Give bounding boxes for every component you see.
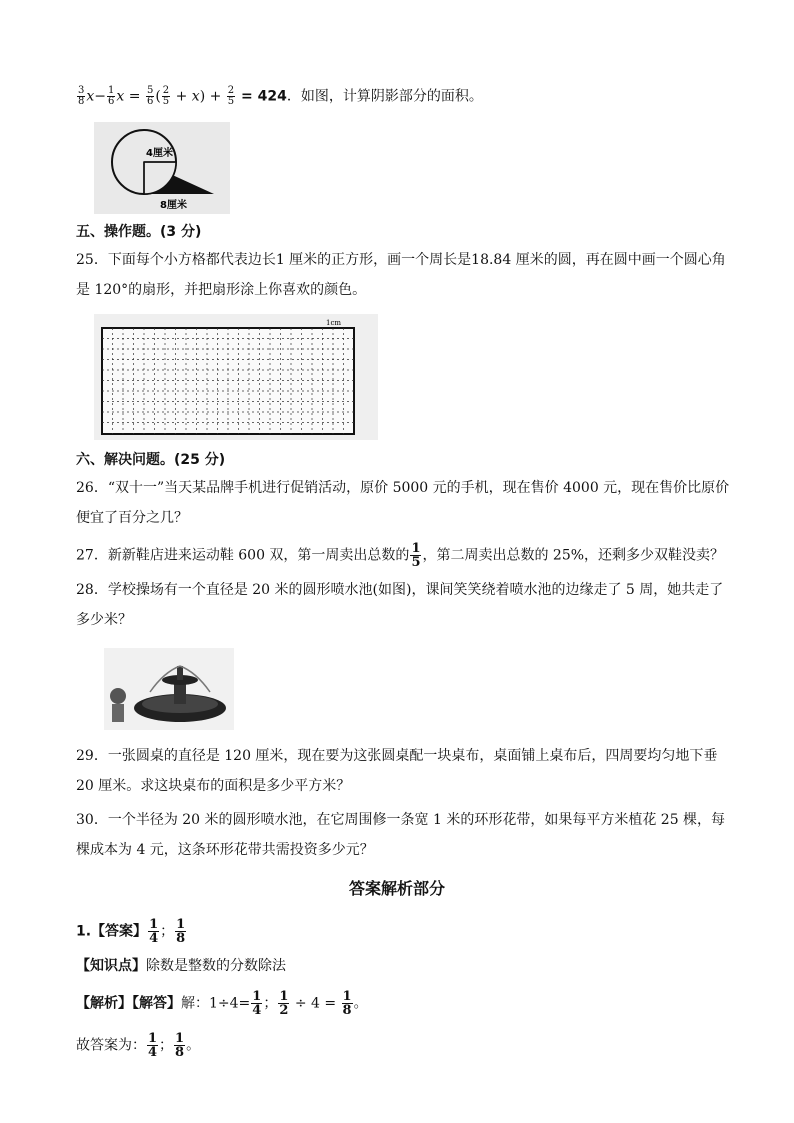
fraction: $\frac{2}{5}$	[227, 85, 235, 107]
section6-heading: 六、解决问题。(25 分)	[76, 452, 226, 468]
fountain-figure	[104, 648, 234, 730]
q30-line2: 棵成本为 4 元，这条环形花带共需投资多少元？	[76, 842, 374, 858]
fraction: $\frac{1}{4}$	[148, 1031, 158, 1060]
fraction-one-fifth: $\frac{1}{5}$	[411, 541, 421, 570]
q29-line1: 29．一张圆桌的直径是 120 厘米，现在要为这张圆桌配一块桌布，桌面铺上桌布后，四周要均匀地下垂	[76, 748, 718, 764]
answers-title: 答案解析部分	[348, 879, 445, 898]
kp-text: 除数是整数的分数除法	[146, 958, 286, 974]
final-answer-line: 故答案为： $\frac{1}{4}$ ； $\frac{1}{8}$ 。	[76, 1031, 201, 1060]
section5-heading: 五、操作题。(3 分)	[76, 224, 202, 240]
fraction: $\frac{5}{6}$	[146, 85, 154, 107]
kp-label: 【知识点】	[76, 958, 146, 974]
answer1-line: 1.【答案】 $\frac{1}{4}$ ； $\frac{1}{8}$	[76, 917, 186, 946]
q28-line2: 多少米？	[76, 612, 132, 628]
answer1-prefix: 1.【答案】	[76, 923, 148, 940]
q27-text-a: 27．新新鞋店进来运动鞋 600 双，第一周卖出总数的	[76, 547, 410, 564]
final-label: 故答案为：	[76, 1037, 146, 1054]
fraction: $\frac{1}{4}$	[252, 989, 262, 1018]
q24-equation-tail: = 424	[236, 88, 287, 105]
fraction: $\frac{2}{5}$	[162, 85, 170, 107]
q25-line2: 是 120°的扇形，并把扇形涂上你喜欢的颜色。	[76, 282, 367, 298]
fraction: $\frac{1}{6}$	[108, 85, 115, 107]
q24-line: $\frac{3}{8}$ x− $\frac{1}{6}$ x = $\frac{5}{6}$ ( $\frac{2}{5}$ + x) + $\frac{2}{5}$ = 424．如图，计算阴影部分的面积。	[78, 85, 483, 107]
shaded-area-figure	[94, 122, 230, 214]
fraction: $\frac{3}{8}$	[78, 85, 85, 107]
jx-text: 解：1÷4=	[181, 995, 251, 1012]
q24-prompt: ．如图，计算阴影部分的面积。	[286, 88, 483, 105]
q30-line1: 30．一个半径为 20 米的圆形喷水池，在它周围修一条宽 1 米的环形花带，如果每平方米植花 25 棵，每	[76, 812, 726, 828]
jx-label: 【解析】【解答】	[76, 995, 181, 1012]
dot-grid	[94, 314, 378, 440]
q27-text-b: ，第二周卖出总数的 25%，还剩多少双鞋没卖？	[422, 547, 725, 564]
grid-scale-label: 1cm	[326, 319, 342, 327]
grid-figure	[94, 314, 378, 440]
child-figure	[110, 688, 126, 704]
q28-line1: 28．学校操场有一个直径是 20 米的圆形喷水池(如图)，课间笑笑绕着喷水池的边缘走了 5 周，她共走了	[76, 582, 724, 598]
fraction: $\frac{1}{4}$	[149, 917, 159, 946]
knowledge-point-line	[76, 956, 286, 976]
q25-line1: 25．下面每个小方格都代表边长1 厘米的正方形，画一个周长是18.84 厘米的圆，再在圆中画一个圆心角	[76, 252, 726, 268]
solution-line: 【解析】【解答】解：1÷4= $\frac{1}{4}$ ； $\frac{1}{2}$ ÷ 4 = $\frac{1}{8}$ 。	[76, 989, 368, 1018]
fraction: $\frac{1}{8}$	[175, 1031, 185, 1060]
fountain-illustration	[104, 648, 234, 730]
fraction: $\frac{1}{8}$	[342, 989, 352, 1018]
q26-line1: 26．“双十一”当天某品牌手机进行促销活动，原价 5000 元的手机，现在售价 4000 元，现在售价比原价	[76, 480, 730, 496]
q26-line2: 便宜了百分之几？	[76, 510, 188, 526]
label-4cm: 4厘米	[146, 148, 173, 159]
fraction: $\frac{1}{8}$	[176, 917, 186, 946]
fraction: $\frac{1}{2}$	[279, 989, 289, 1018]
q27-line	[76, 542, 724, 569]
circle-triangle-diagram	[94, 122, 230, 214]
q29-line2: 20 厘米。求这块桌布的面积是多少平方米？	[76, 778, 351, 794]
label-8cm: 8厘米	[160, 200, 187, 211]
